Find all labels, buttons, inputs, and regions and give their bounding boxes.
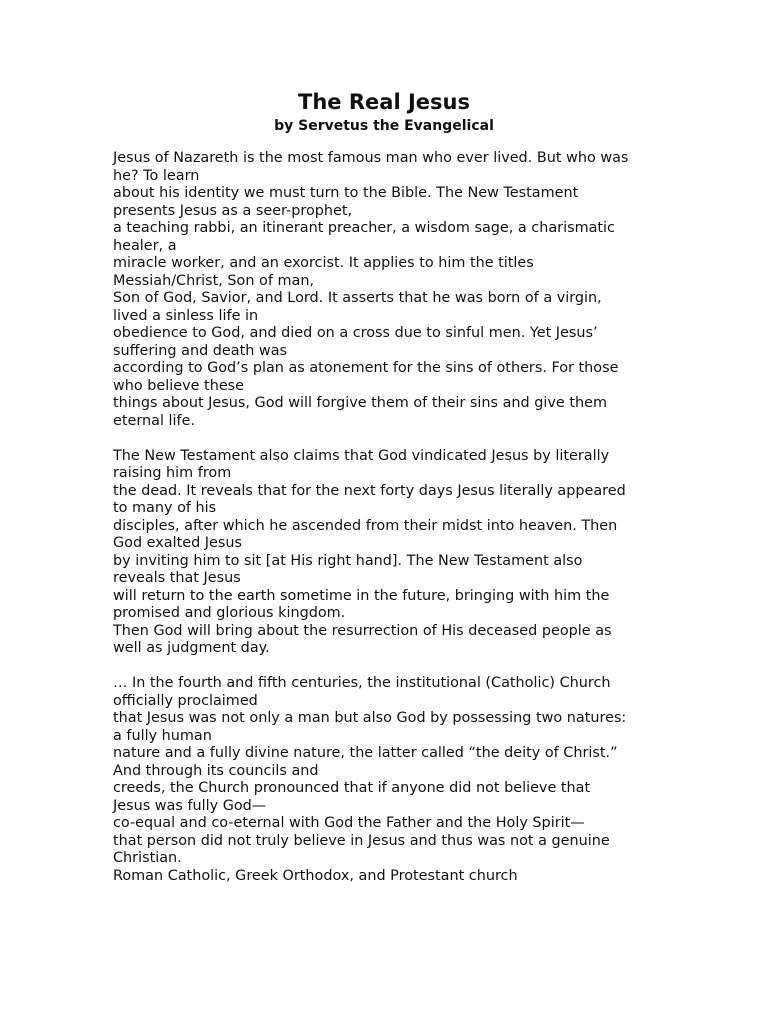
text-line: according to God’s plan as atonement for the sins of others. For those <box>113 360 619 376</box>
text-line: raising him from <box>113 465 232 481</box>
text-line: officially proclaimed <box>113 692 258 709</box>
text-line: co-equal and co-eternal with God the Father and the Holy Spirit— <box>113 815 585 831</box>
text-line: suffering and death was <box>113 342 288 359</box>
text-line: that Jesus was not only a man but also God by possessing two natures: <box>113 710 627 726</box>
text-line: presents Jesus as a seer-prophet, <box>113 202 353 219</box>
document-body <box>113 150 673 903</box>
document-subtitle: by Servetus the Evangelical <box>274 118 494 134</box>
text-line: will return to the earth sometime in the future, bringing with him the <box>113 587 610 604</box>
text-line: disciples, after which he ascended from their midst into heaven. Then <box>113 517 618 534</box>
text-line: well as judgment day. <box>113 640 270 656</box>
text-line: promised and glorious kingdom. <box>113 605 346 621</box>
text-line: by inviting him to sit [at His right hand]. The New Testament also <box>113 552 583 569</box>
text-line: to many of his <box>113 500 217 516</box>
text-line: things about Jesus, God will forgive them of their sins and give them <box>113 395 607 411</box>
paragraph-1 <box>113 150 673 430</box>
text-line: creeds, the Church pronounced that if anyone did not believe that <box>113 780 591 796</box>
paragraph-2 <box>113 448 673 658</box>
text-line: lived a sinless life in <box>113 307 259 324</box>
text-line: Son of God, Savior, and Lord. It asserts that he was born of a virgin, <box>113 290 602 306</box>
text-line: that person did not truly believe in Jesus and thus was not a genuine <box>113 832 610 849</box>
text-line: he? To learn <box>113 167 200 184</box>
text-line: Then God will bring about the resurrection of His deceased people as <box>113 622 612 639</box>
text-line: about his identity we must turn to the Bible. The New Testament <box>113 185 579 201</box>
text-line: Christian. <box>113 850 182 866</box>
text-line: And through its councils and <box>113 762 319 779</box>
text-line: God exalted Jesus <box>113 535 243 551</box>
text-line: Messiah/Christ, Son of man, <box>113 272 315 289</box>
text-line: reveals that Jesus <box>113 570 241 586</box>
text-line: a teaching rabbi, an itinerant preacher, a wisdom sage, a charismatic <box>113 220 615 236</box>
paragraph-3 <box>113 675 673 885</box>
text-line: Jesus of Nazareth is the most famous man who ever lived. But who was <box>113 150 629 166</box>
text-line: The New Testament also claims that God vindicated Jesus by literally <box>113 447 610 464</box>
text-line: eternal life. <box>113 412 196 429</box>
document-title: The Real Jesus <box>298 90 470 114</box>
text-line: Jesus was fully God— <box>113 797 267 814</box>
text-line: Roman Catholic, Greek Orthodox, and Protestant church <box>113 867 518 884</box>
text-line: healer, a <box>113 237 177 254</box>
text-line: obedience to God, and died on a cross due to sinful men. Yet Jesus’ <box>113 325 598 341</box>
text-line: the dead. It reveals that for the next forty days Jesus literally appeared <box>113 482 626 499</box>
text-line: nature and a fully divine nature, the latter called “the deity of Christ.” <box>113 745 618 761</box>
text-line: … In the fourth and fifth centuries, the institutional (Catholic) Church <box>113 675 611 691</box>
text-line: who believe these <box>113 377 245 394</box>
text-line: miracle worker, and an exorcist. It applies to him the titles <box>113 255 534 271</box>
text-line: a fully human <box>113 727 212 744</box>
